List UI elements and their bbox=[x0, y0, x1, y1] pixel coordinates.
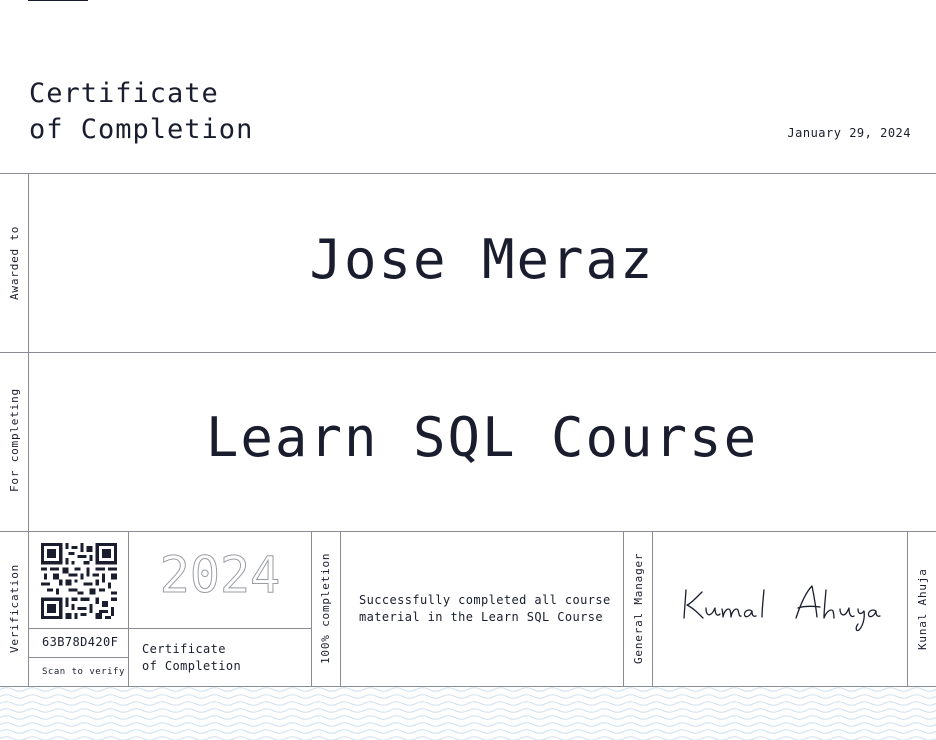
divider bbox=[0, 352, 936, 353]
scan-to-verify-label: Scan to verify bbox=[42, 667, 125, 677]
certificate-id: 63B78D420F bbox=[42, 635, 119, 649]
for-completing-label: For completing bbox=[8, 388, 21, 492]
divider bbox=[652, 531, 653, 686]
completion-description bbox=[359, 592, 611, 626]
title-line-2: of Completion bbox=[29, 114, 254, 145]
divider bbox=[0, 173, 936, 174]
divider bbox=[340, 531, 341, 686]
divider bbox=[28, 628, 128, 629]
issue-date: January 29, 2024 bbox=[787, 126, 911, 140]
description-line-2: material in the Learn SQL Course bbox=[359, 610, 603, 624]
certificate-title bbox=[29, 76, 253, 148]
wave-pattern-background bbox=[0, 686, 936, 740]
divider bbox=[0, 531, 936, 532]
year-outline: 2024 bbox=[159, 546, 281, 604]
signer-name: Kunal Ahuja bbox=[916, 568, 929, 650]
signature-text bbox=[0, 0, 1, 1]
divider bbox=[907, 531, 908, 686]
divider bbox=[28, 657, 128, 658]
divider bbox=[623, 531, 624, 686]
course-name: Learn SQL Course bbox=[205, 406, 759, 469]
divider bbox=[128, 628, 311, 629]
title-line-1: Certificate bbox=[29, 78, 219, 109]
cert-caption bbox=[142, 641, 241, 675]
divider bbox=[311, 531, 312, 686]
cert-caption-line-1: Certificate bbox=[142, 642, 226, 656]
awarded-to-label: Awarded to bbox=[8, 225, 21, 300]
signature-graphic bbox=[676, 578, 888, 634]
verification-label: Verification bbox=[8, 563, 21, 653]
completion-label: 100% completion bbox=[319, 552, 332, 664]
recipient-name: Jose Meraz bbox=[309, 228, 655, 291]
top-accent-rule bbox=[28, 0, 88, 1]
cert-caption-line-2: of Completion bbox=[142, 659, 242, 673]
role-label: General Manager bbox=[632, 552, 645, 664]
description-line-1: Successfully completed all course bbox=[359, 593, 611, 607]
qr-code[interactable] bbox=[41, 543, 117, 619]
